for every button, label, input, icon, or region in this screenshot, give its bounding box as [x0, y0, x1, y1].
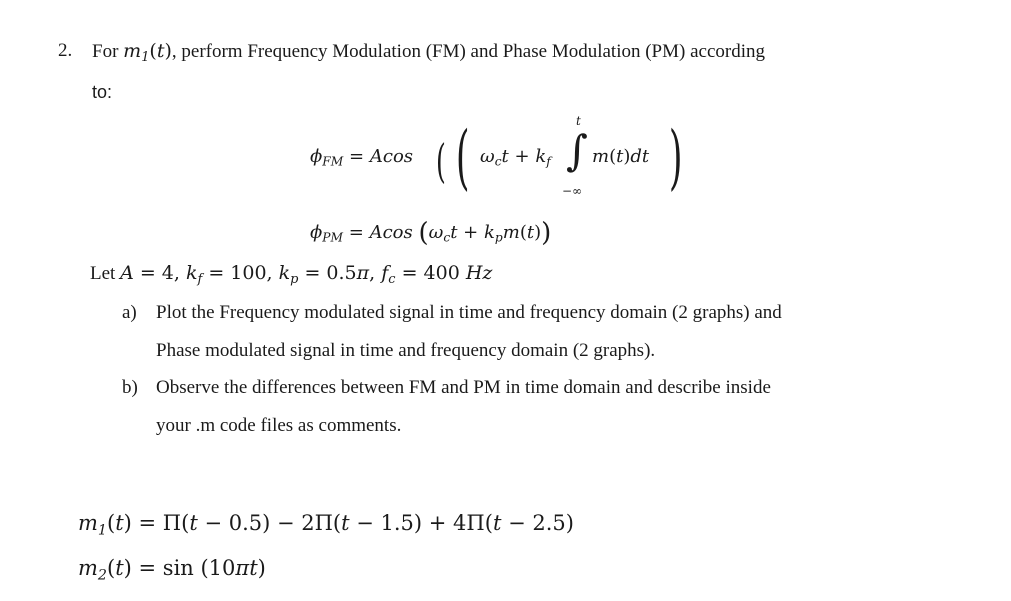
fm-upper-limit: t — [576, 114, 581, 128]
signal-m2: $m_2(t) = \sin (10\pi t)$ — [78, 556, 266, 584]
problem-intro — [92, 40, 765, 65]
task-b-line2: your .m code files as comments. — [156, 415, 402, 436]
integral-sign: ∫ — [566, 126, 588, 175]
pm-equation: $\phi_{PM} = Acos$ $(\omega_ct + k_pm(t))$ — [310, 218, 552, 248]
task-a-line2: Phase modulated signal in time and frequency domain (2 graphs). — [156, 340, 656, 361]
fm-lower-limit: −∞ — [562, 184, 583, 198]
intro-math: $m_1(t)$ — [123, 40, 172, 65]
intro-after: , perform Frequency Modulation (FM) and Phase Modulation (PM) according — [171, 41, 766, 62]
fm-paren-small-left: ( — [436, 134, 446, 188]
task-a-label: a) — [122, 302, 137, 323]
problem-intro-continued: to: — [92, 82, 113, 102]
intro-before: For — [92, 41, 119, 62]
fm-paren-big-right: ) — [668, 116, 683, 198]
params-values: A = 4, $k_f = 100$, $k_p = 0.5\pi$, $f_c = 400$ Hz — [120, 262, 493, 287]
task-a-line1: Plot the Frequency modulated signal in time and frequency domain (2 graphs) and — [156, 302, 782, 323]
signal-m1: $m_1(t) = \Pi(t - 0.5) - 2\Pi(t - 1.5) + 4\Pi(t - 2.5)$ — [78, 511, 574, 539]
fm-paren-big-left: ( — [455, 116, 470, 198]
parameters-line — [90, 262, 492, 287]
params-lead: Let — [90, 263, 116, 284]
task-b-label: b) — [122, 377, 138, 398]
task-b-line1: Observe the differences between FM and PM in time domain and describe inside — [156, 377, 771, 398]
problem-number: 2. — [58, 40, 73, 61]
